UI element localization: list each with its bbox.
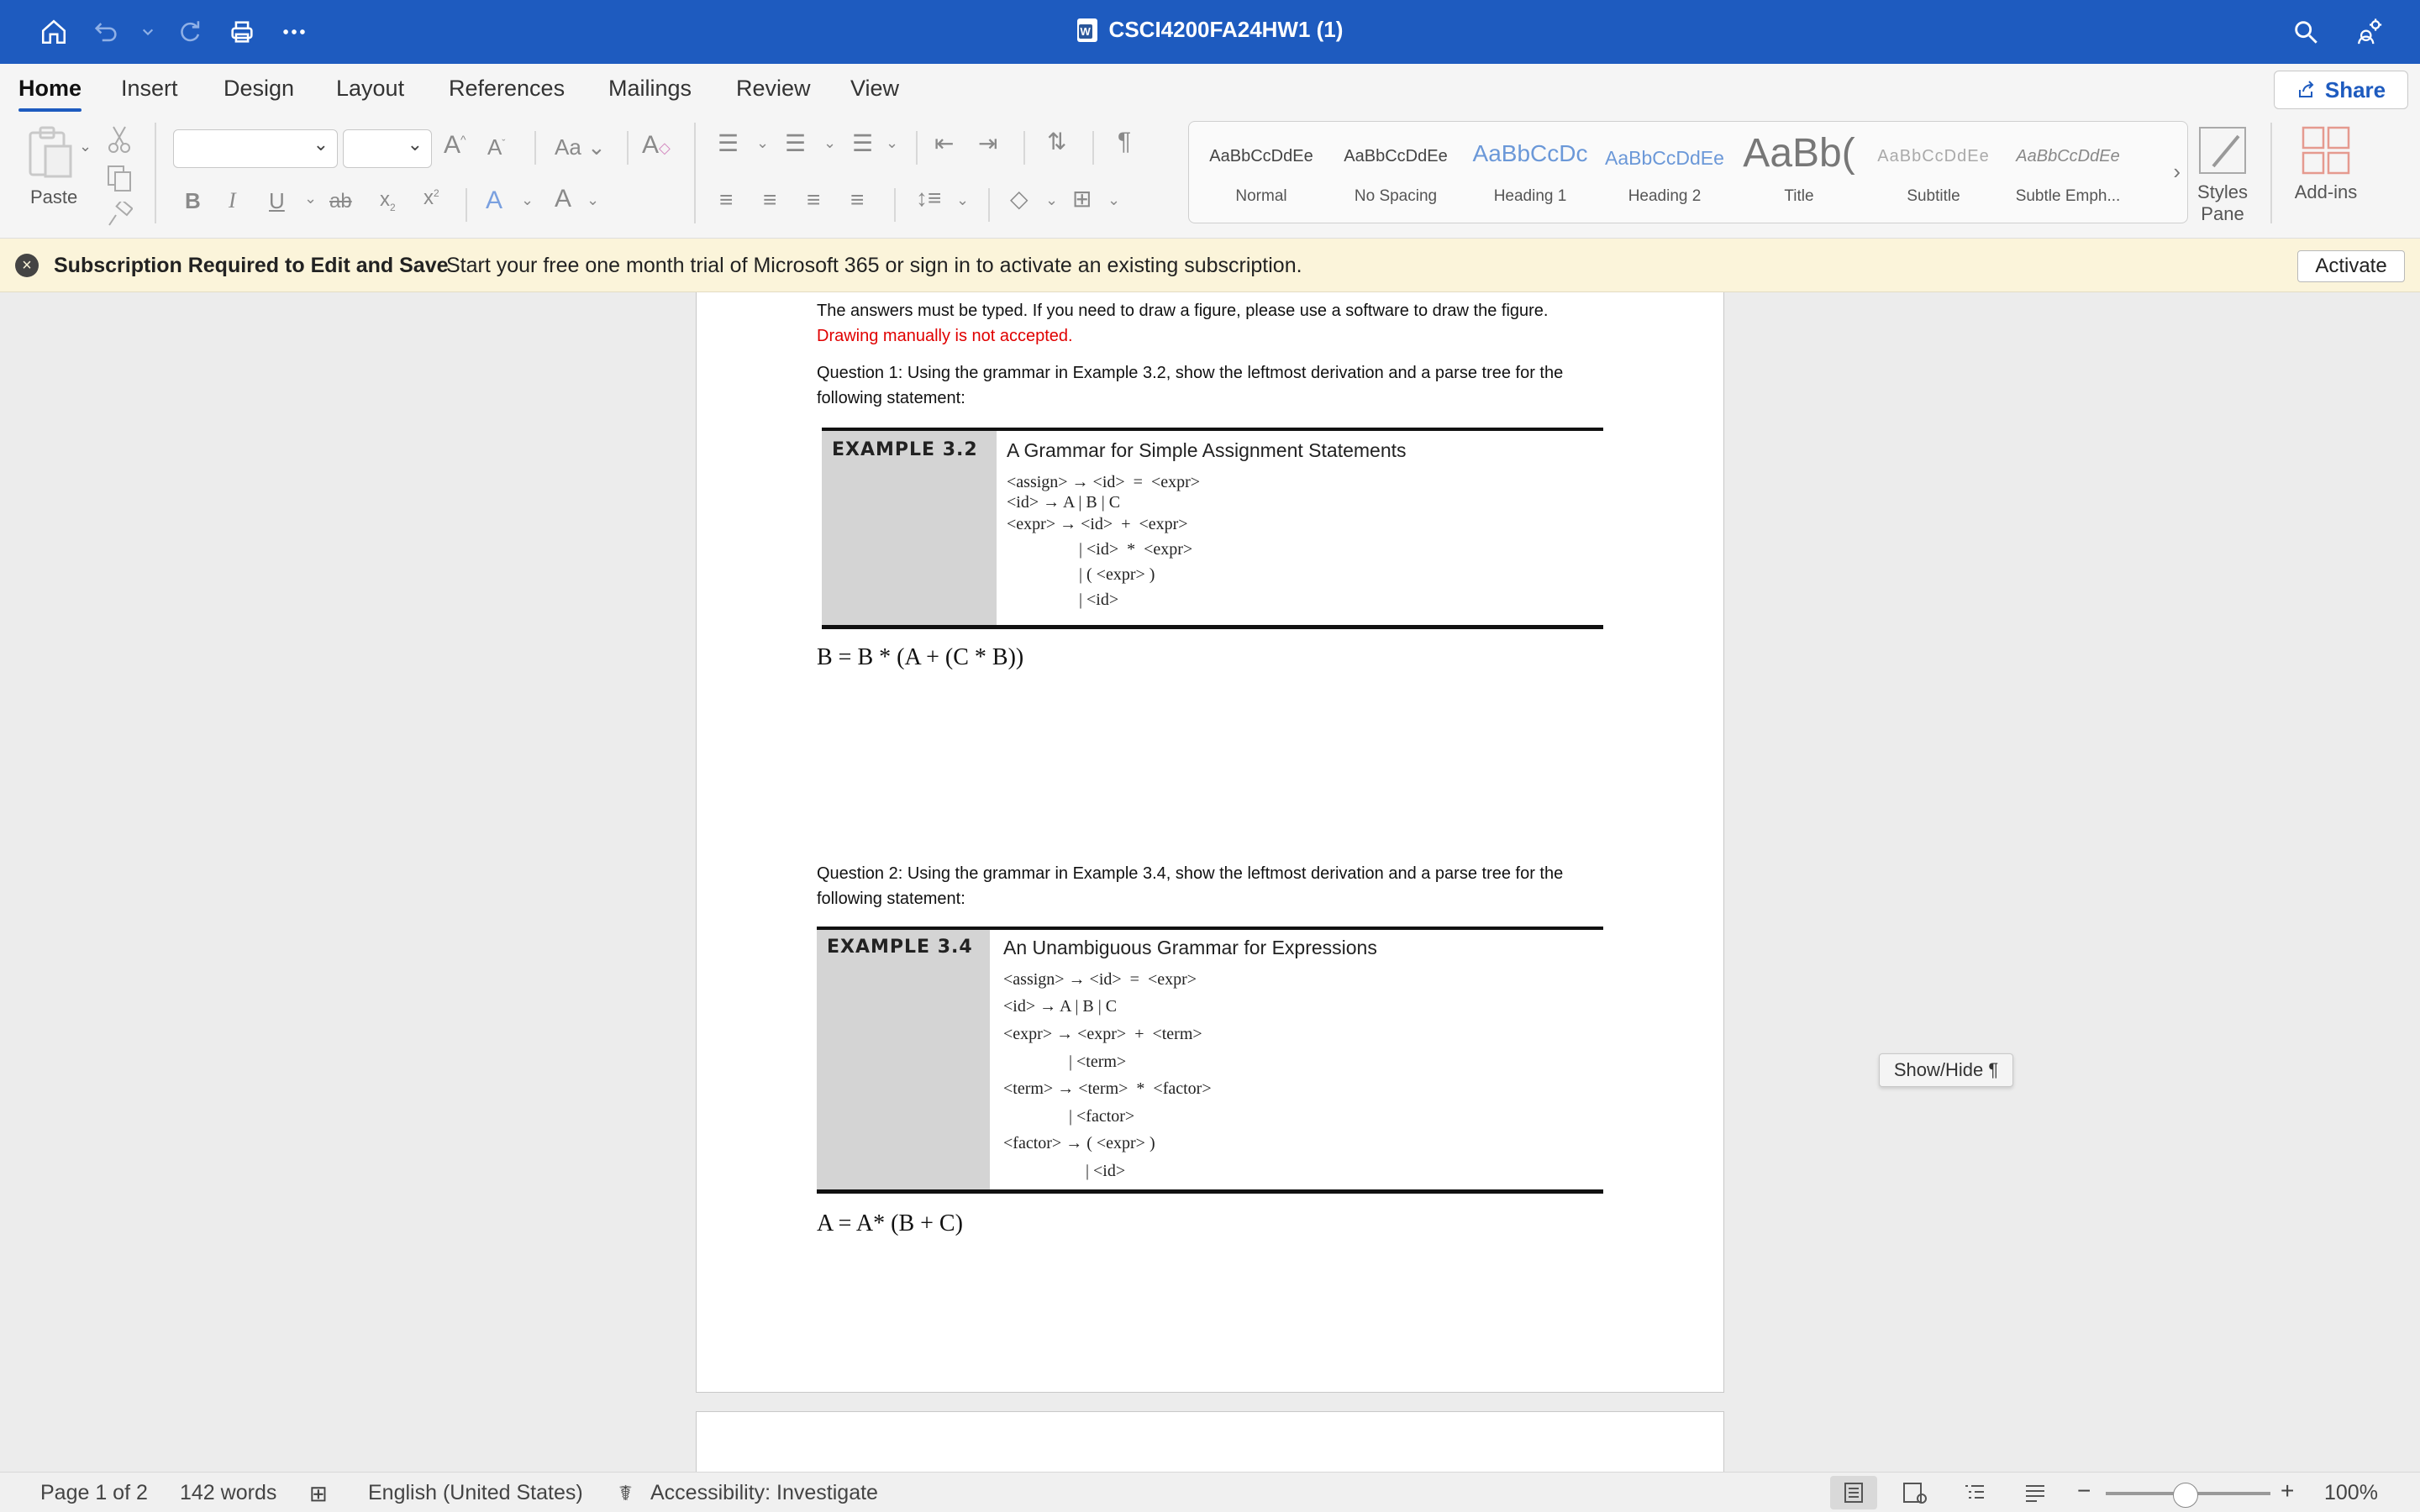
style-sample: AaBbCcDdEe [2016, 147, 2120, 165]
style-sample: AaBbCcDdEe [1605, 147, 1724, 169]
example-3-4-box [817, 927, 1603, 1194]
separator [916, 131, 918, 165]
grammar-rule: <assign> → <id> = <expr> [1007, 473, 1201, 491]
grammar-rule: <assign> → <id> = <expr> [1003, 970, 1197, 989]
example-side-panel [817, 930, 990, 1189]
tab-view[interactable]: View [850, 76, 900, 101]
separator [534, 131, 536, 165]
separator [1092, 131, 1094, 165]
separator [1023, 131, 1025, 165]
style-subtle-emphasis[interactable] [2004, 130, 2132, 216]
zoom-slider-thumb[interactable] [2173, 1483, 2198, 1508]
document-title [0, 17, 2420, 43]
bullets-dropdown-icon[interactable]: ⌄ [756, 134, 770, 151]
separator [155, 123, 156, 223]
document-canvas[interactable] [0, 292, 2420, 1472]
align-center-icon[interactable]: ≡ [763, 186, 777, 213]
outline-view-icon[interactable] [1951, 1476, 1998, 1509]
italic-icon[interactable]: I [229, 188, 236, 213]
grammar-rule: | <id> * <expr> [1079, 540, 1193, 559]
style-title[interactable] [1735, 130, 1863, 216]
separator [627, 131, 629, 165]
question-1-text-cont: following statement: [817, 389, 965, 407]
document-page[interactable] [696, 292, 1724, 1393]
multilevel-dropdown-icon[interactable]: ⌄ [886, 134, 899, 151]
tab-mailings[interactable]: Mailings [608, 76, 692, 101]
title-bar [0, 0, 2420, 64]
accessibility-icon[interactable]: ☤ [618, 1482, 633, 1505]
font-name-select[interactable] [173, 129, 338, 168]
grammar-rule: | <id> [1086, 1162, 1126, 1180]
underline-dropdown-icon[interactable]: ⌄ [304, 190, 318, 207]
word-count[interactable]: 142 words [180, 1481, 277, 1504]
titlebar-right-controls [2289, 15, 2386, 49]
intro-text: The answers must be typed. If you need to draw a figure, please use a software to draw the figure. [817, 302, 1549, 320]
text-effects-dropdown-icon[interactable]: ⌄ [521, 192, 534, 208]
decrease-indent-icon[interactable]: ⇤ [934, 130, 955, 156]
tab-design[interactable]: Design [224, 76, 295, 101]
zoom-level[interactable]: 100% [2324, 1481, 2378, 1504]
web-layout-view-icon[interactable] [1891, 1476, 1938, 1509]
text-effects-icon[interactable]: A [486, 186, 503, 214]
subscription-message: Start your free one month trial of Microsoft 365 or sign in to activate an existing subscription. [446, 254, 1302, 277]
style-name: Title [1784, 187, 1814, 205]
grammar-rule: <id> → A | B | C [1003, 997, 1118, 1016]
multilevel-list-icon[interactable]: ☰ [852, 130, 874, 156]
style-name: Subtle Emph... [2015, 187, 2121, 205]
question-2-text-cont: following statement: [817, 890, 965, 908]
style-name: Heading 2 [1628, 187, 1702, 205]
style-subtitle[interactable] [1870, 130, 1997, 216]
line-spacing-icon[interactable]: ↕≡ [916, 185, 942, 211]
dismiss-icon[interactable]: × [15, 254, 39, 277]
styles-pane-label-1: Styles [2197, 181, 2248, 202]
line-spacing-dropdown-icon[interactable]: ⌄ [956, 192, 970, 208]
statement-2: A = A* (B + C) [817, 1210, 963, 1236]
question-2-text: Question 2: Using the grammar in Example 3.4, show the leftmost derivation and a parse tree for the [817, 864, 1564, 883]
share-label: Share [2324, 76, 2386, 102]
subscription-bar [0, 239, 2420, 292]
strikethrough-icon[interactable]: ab [329, 190, 352, 213]
align-left-icon[interactable]: ≡ [719, 186, 734, 213]
add-ins-label: Add-ins [2294, 181, 2358, 202]
shading-dropdown-icon[interactable]: ⌄ [1045, 192, 1059, 208]
numbering-dropdown-icon[interactable]: ⌄ [823, 134, 837, 151]
status-bar [0, 1472, 2420, 1512]
ribbon-tabs [0, 64, 2420, 113]
grammar-rule: | <term> [1069, 1053, 1127, 1071]
show-hide-button[interactable]: Show/Hide ¶ [1879, 1053, 2013, 1087]
grammar-rule: | <id> [1079, 591, 1119, 609]
proofing-icon[interactable]: ⊞ [309, 1481, 328, 1506]
font-color-icon[interactable]: A [555, 185, 572, 213]
draft-view-icon[interactable] [2012, 1476, 2059, 1509]
grammar-rule: | ( <expr> ) [1079, 565, 1155, 584]
account-settings-icon[interactable] [2353, 15, 2386, 49]
separator [466, 188, 467, 222]
style-sample: AaBbCcDc [1472, 140, 1588, 166]
example-3-2-box [822, 428, 1603, 629]
styles-gallery [1188, 121, 2188, 223]
style-sample: AaBbCcDdEe [1209, 147, 1313, 165]
style-normal[interactable] [1197, 130, 1325, 216]
styles-pane-icon [2196, 124, 2249, 176]
tab-references[interactable]: References [449, 76, 566, 101]
zoom-out-icon[interactable]: − [2077, 1478, 2091, 1504]
grammar-rule: <term> → <term> * <factor> [1003, 1079, 1212, 1098]
example-label: EXAMPLE 3.4 [827, 937, 973, 958]
example-title: A Grammar for Simple Assignment Statements [1007, 439, 1407, 461]
change-case-icon[interactable]: Aa ⌄ [555, 134, 606, 160]
style-heading-1[interactable] [1466, 130, 1594, 216]
grammar-rule: <expr> → <id> + <expr> [1007, 515, 1188, 533]
ribbon-home [0, 113, 2420, 239]
underline-icon[interactable]: U [269, 188, 285, 213]
show-hide-marks-icon[interactable]: ¶ [1118, 128, 1132, 155]
clear-formatting-icon[interactable]: A◇ [642, 131, 671, 159]
tab-review[interactable]: Review [736, 76, 811, 101]
statement-1: B = B * (A + (C * B)) [817, 644, 1024, 670]
example-label: EXAMPLE 3.2 [832, 439, 978, 460]
subscript-icon[interactable]: $x_2$ [380, 188, 396, 213]
increase-indent-icon[interactable]: ⇥ [978, 130, 998, 156]
separator [694, 123, 696, 223]
separator [2270, 123, 2272, 223]
cut-icon[interactable] [104, 124, 134, 155]
sort-icon[interactable]: ⇅ [1047, 129, 1067, 155]
justify-icon[interactable]: ≡ [850, 186, 865, 213]
intro-warning: Drawing manually is not accepted. [817, 327, 1073, 345]
borders-icon[interactable]: ⊞ [1072, 186, 1092, 212]
shading-icon[interactable]: ◇ [1010, 186, 1028, 212]
zoom-in-icon[interactable]: + [2281, 1478, 2295, 1504]
tab-layout[interactable]: Layout [336, 76, 405, 101]
grammar-rule: <id> → A | B | C [1007, 493, 1121, 512]
separator [988, 188, 990, 222]
question-1-text: Question 1: Using the grammar in Example 3.2, show the leftmost derivation and a parse tree for the [817, 364, 1564, 382]
paste-label: Paste [30, 186, 78, 207]
numbering-icon[interactable]: ☰ [785, 130, 807, 156]
superscript-icon[interactable]: $x^2$ [424, 186, 439, 209]
print-layout-view-icon[interactable] [1830, 1476, 1877, 1509]
bullets-icon[interactable]: ☰ [718, 130, 739, 156]
share-icon [2296, 80, 2317, 100]
style-name: No Spacing [1354, 187, 1438, 205]
font-color-dropdown-icon[interactable]: ⌄ [587, 192, 600, 208]
style-heading-2[interactable] [1601, 130, 1728, 216]
style-name: Normal [1235, 187, 1287, 205]
styles-pane-label-2: Pane [2201, 203, 2244, 224]
subscription-heading: Subscription Required to Edit and Save [54, 254, 449, 277]
copy-icon[interactable] [104, 163, 134, 193]
bold-icon[interactable]: B [185, 188, 201, 213]
style-sample: AaBbCcDdEe [1344, 147, 1448, 165]
paste-dropdown-icon[interactable]: ⌄ [79, 138, 92, 155]
share-button[interactable] [2274, 71, 2408, 109]
page-count[interactable]: Page 1 of 2 [40, 1481, 148, 1504]
tab-home[interactable]: Home [18, 76, 82, 101]
paste-icon[interactable] [25, 124, 74, 180]
style-sample: AaBb( [1743, 131, 1855, 176]
styles-more-icon[interactable]: › [2173, 159, 2181, 184]
add-ins-icon [2300, 124, 2352, 176]
document-page-2[interactable] [696, 1411, 1724, 1472]
example-title: An Unambiguous Grammar for Expressions [1003, 937, 1377, 958]
accessibility-status[interactable]: Accessibility: Investigate [650, 1481, 878, 1504]
align-right-icon[interactable]: ≡ [807, 186, 821, 213]
search-icon[interactable] [2289, 15, 2323, 49]
language[interactable]: English (United States) [368, 1481, 583, 1504]
activate-button[interactable]: Activate [2297, 250, 2405, 282]
tab-insert[interactable]: Insert [121, 76, 178, 101]
borders-dropdown-icon[interactable]: ⌄ [1107, 192, 1121, 208]
format-painter-icon[interactable] [104, 200, 134, 230]
grow-font-icon[interactable]: A^ [444, 131, 466, 159]
style-name: Subtitle [1907, 187, 1960, 205]
add-ins-button[interactable] [2284, 124, 2368, 203]
grammar-rule: <expr> → <expr> + <term> [1003, 1025, 1202, 1043]
style-sample: AaBbCcDdEe [1877, 147, 1990, 165]
style-name: Heading 1 [1493, 187, 1567, 205]
grammar-rule: | <factor> [1069, 1107, 1135, 1126]
style-no-spacing[interactable] [1332, 130, 1460, 216]
word-doc-icon [1077, 18, 1097, 42]
grammar-rule: <factor> → ( <expr> ) [1003, 1134, 1155, 1152]
shrink-font-icon[interactable]: $A^ˇ$ [487, 134, 506, 160]
styles-pane-button[interactable] [2193, 124, 2252, 225]
font-size-select[interactable] [343, 129, 432, 168]
separator [894, 188, 896, 222]
document-title-text: CSCI4200FA24HW1 (1) [1108, 17, 1344, 42]
